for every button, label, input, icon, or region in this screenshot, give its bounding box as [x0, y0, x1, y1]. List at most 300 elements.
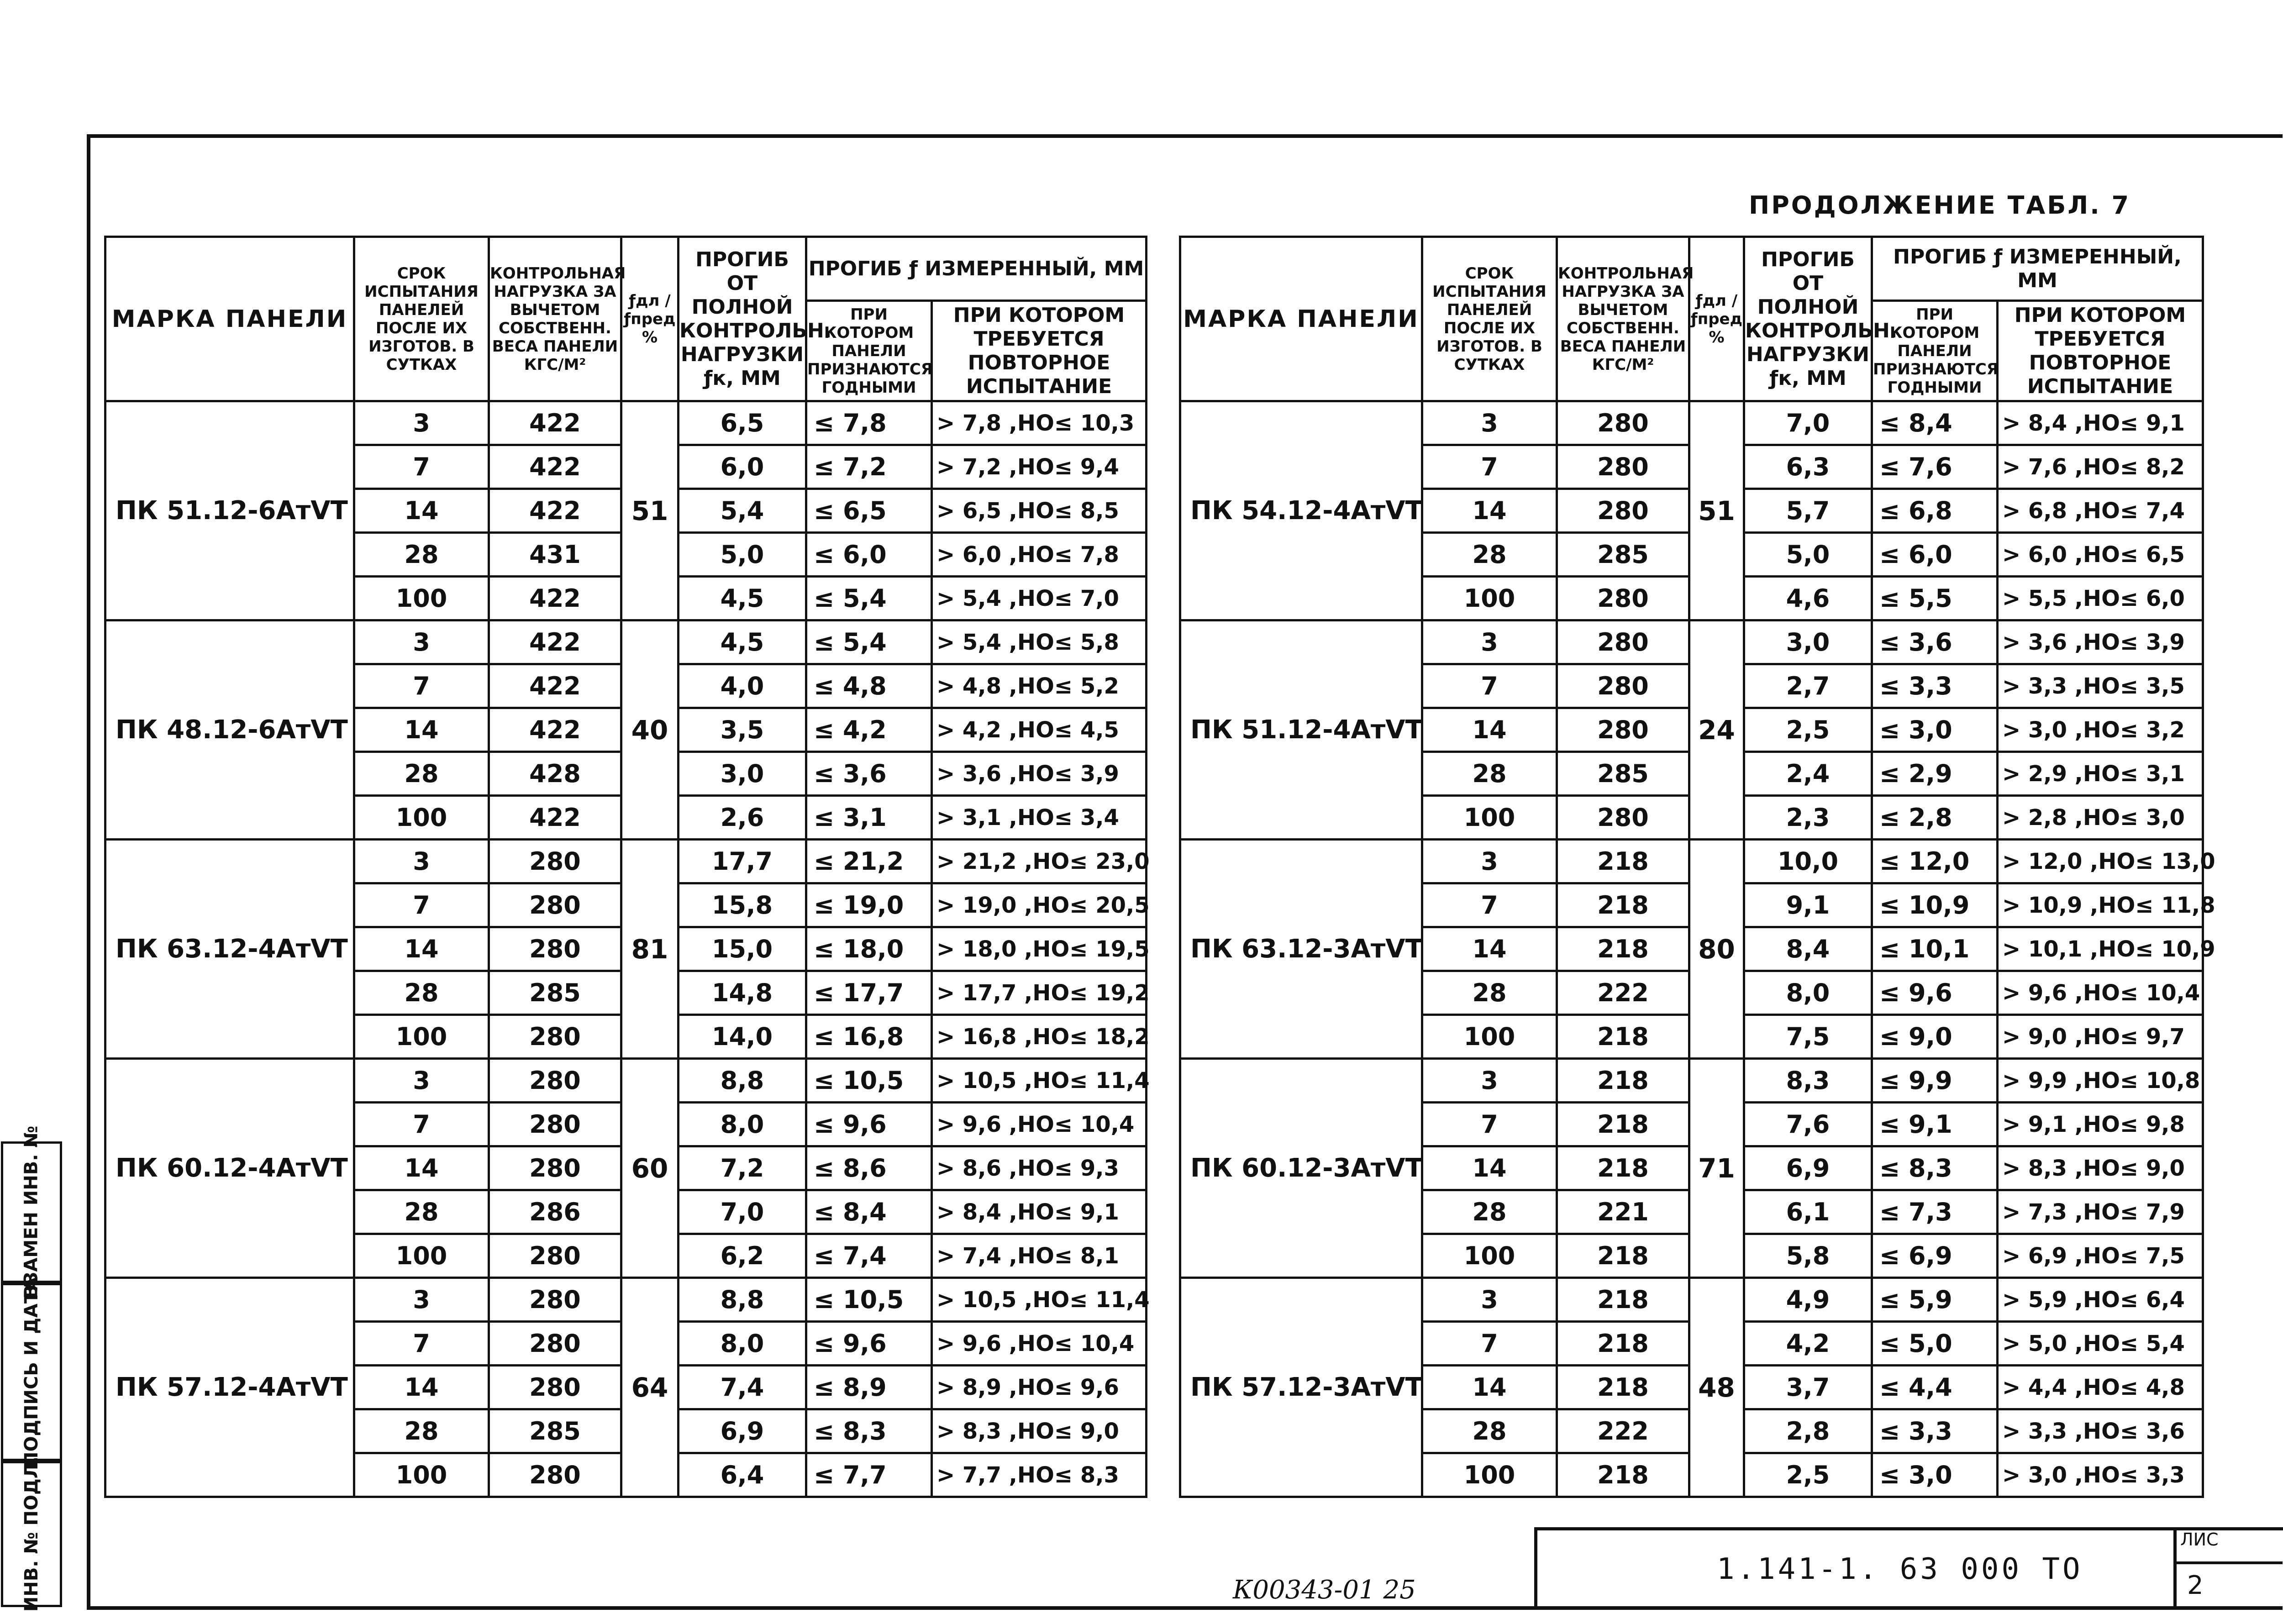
fdl-percent: 40: [621, 620, 679, 840]
deflection-accepted: ≤ 6,5: [806, 489, 932, 533]
deflection-retest: > 9,6 ,НО≤ 10,4: [1998, 971, 2203, 1015]
deflection-full: 6,0: [679, 445, 806, 489]
deflection-accepted: ≤ 10,5: [806, 1278, 932, 1322]
deflection-full: 8,4: [1744, 927, 1872, 971]
deflection-accepted: ≤ 8,9: [806, 1366, 932, 1409]
deflection-full: 4,9: [1744, 1278, 1872, 1322]
test-days: 7: [1422, 664, 1557, 708]
deflection-accepted: ≤ 7,6: [1872, 445, 1998, 489]
deflection-accepted: ≤ 9,1: [1872, 1103, 1998, 1146]
test-days: 7: [354, 1322, 489, 1366]
test-days: 100: [1422, 577, 1557, 620]
deflection-retest: > 18,0 ,НО≤ 19,5: [932, 927, 1147, 971]
deflection-retest: > 16,8 ,НО≤ 18,2: [932, 1015, 1147, 1059]
deflection-accepted: ≤ 4,2: [806, 708, 932, 752]
control-load: 280: [489, 1322, 621, 1366]
control-load: 218: [1557, 1366, 1689, 1409]
test-days: 100: [354, 1453, 489, 1497]
control-load: 280: [1557, 620, 1689, 664]
test-days: 7: [354, 445, 489, 489]
deflection-full: 15,0: [679, 927, 806, 971]
fdl-percent: 60: [621, 1059, 679, 1278]
control-load: 280: [489, 1146, 621, 1190]
test-days: 100: [354, 1234, 489, 1278]
control-load: 280: [1557, 577, 1689, 620]
table-row: [105, 1059, 1147, 1103]
control-load: 280: [489, 1278, 621, 1322]
deflection-retest: > 3,6 ,НО≤ 3,9: [932, 752, 1147, 796]
control-load: 280: [1557, 401, 1689, 445]
deflection-accepted: ≤ 10,9: [1872, 883, 1998, 927]
deflection-accepted: ≤ 3,0: [1872, 1453, 1998, 1497]
deflection-accepted: ≤ 2,8: [1872, 796, 1998, 840]
frame-top-line: [87, 134, 2283, 138]
test-days: 28: [1422, 533, 1557, 577]
header-mark: МАРКА ПАНЕЛИ: [105, 237, 354, 401]
deflection-accepted: ≤ 8,4: [806, 1190, 932, 1234]
test-days: 28: [1422, 1190, 1557, 1234]
deflection-full: 6,4: [679, 1453, 806, 1497]
control-load: 285: [1557, 533, 1689, 577]
test-days: 28: [354, 1409, 489, 1453]
deflection-retest: > 7,8 ,НО≤ 10,3: [932, 401, 1147, 445]
deflection-full: 7,2: [679, 1146, 806, 1190]
deflection-full: 2,5: [1744, 1453, 1872, 1497]
deflection-retest: > 17,7 ,НО≤ 19,2: [932, 971, 1147, 1015]
control-load: 280: [489, 840, 621, 883]
control-load: 280: [489, 1453, 621, 1497]
test-days: 14: [354, 927, 489, 971]
test-days: 7: [1422, 883, 1557, 927]
header-progib-full: ПРОГИБ ОТ ПОЛНОЙ КОНТРОЛЬН. НАГРУЗКИ ƒк, ММ: [1744, 237, 1872, 401]
control-load: 428: [489, 752, 621, 796]
test-days: 100: [1422, 1234, 1557, 1278]
panel-mark: ПК 63.12-4АтⅤТ: [105, 840, 354, 1059]
deflection-accepted: ≤ 3,3: [1872, 1409, 1998, 1453]
control-load: 280: [489, 1234, 621, 1278]
test-days: 3: [354, 1059, 489, 1103]
test-days: 28: [354, 752, 489, 796]
deflection-full: 6,1: [1744, 1190, 1872, 1234]
deflection-retest: > 6,0 ,НО≤ 6,5: [1998, 533, 2203, 577]
test-days: 3: [1422, 1278, 1557, 1322]
deflection-retest: > 5,9 ,НО≤ 6,4: [1998, 1278, 2203, 1322]
deflection-retest: > 12,0 ,НО≤ 13,0: [1998, 840, 2203, 883]
control-load: 286: [489, 1190, 621, 1234]
control-load: 422: [489, 577, 621, 620]
deflection-retest: > 4,2 ,НО≤ 4,5: [932, 708, 1147, 752]
test-days: 28: [1422, 752, 1557, 796]
deflection-retest: > 7,4 ,НО≤ 8,1: [932, 1234, 1147, 1278]
deflection-accepted: ≤ 4,8: [806, 664, 932, 708]
deflection-full: 6,2: [679, 1234, 806, 1278]
deflection-full: 4,5: [679, 620, 806, 664]
table-row: [1180, 1059, 2203, 1103]
deflection-full: 4,5: [679, 577, 806, 620]
deflection-retest: > 7,7 ,НО≤ 8,3: [932, 1453, 1147, 1497]
deflection-full: 6,9: [1744, 1146, 1872, 1190]
test-days: 14: [1422, 489, 1557, 533]
deflection-retest: > 3,3 ,НО≤ 3,5: [1998, 664, 2203, 708]
deflection-accepted: ≤ 6,9: [1872, 1234, 1998, 1278]
control-load: 431: [489, 533, 621, 577]
deflection-full: 3,7: [1744, 1366, 1872, 1409]
deflection-accepted: ≤ 17,7: [806, 971, 932, 1015]
deflection-accepted: ≤ 9,6: [806, 1103, 932, 1146]
deflection-accepted: ≤ 8,4: [1872, 401, 1998, 445]
test-days: 7: [1422, 445, 1557, 489]
header-accepted: ПРИ КОТОРОМ ПАНЕЛИ ПРИЗНАЮТСЯ ГОДНЫМИ: [806, 301, 932, 401]
panel-mark: ПК 48.12-6АтⅤТ: [105, 620, 354, 840]
deflection-accepted: ≤ 9,6: [806, 1322, 932, 1366]
margin-vzam-text: ВЗАМЕН ИНВ. №: [21, 1125, 42, 1299]
control-load: 218: [1557, 883, 1689, 927]
deflection-accepted: ≤ 6,0: [1872, 533, 1998, 577]
deflection-accepted: ≤ 7,2: [806, 445, 932, 489]
deflection-accepted: ≤ 7,4: [806, 1234, 932, 1278]
control-load: 222: [1557, 971, 1689, 1015]
sheet-box-divider: [2173, 1561, 2283, 1564]
sheet-number: 2: [2187, 1571, 2204, 1600]
deflection-retest: > 3,0 ,НО≤ 3,2: [1998, 708, 2203, 752]
deflection-accepted: ≤ 7,8: [806, 401, 932, 445]
control-load: 285: [1557, 752, 1689, 796]
deflection-retest: > 19,0 ,НО≤ 20,5: [932, 883, 1147, 927]
deflection-accepted: ≤ 5,4: [806, 620, 932, 664]
deflection-retest: > 9,6 ,НО≤ 10,4: [932, 1103, 1147, 1146]
deflection-retest: > 9,9 ,НО≤ 10,8: [1998, 1059, 2203, 1103]
panel-mark: ПК 51.12-6АтⅤТ: [105, 401, 354, 620]
control-load: 280: [1557, 796, 1689, 840]
table-row: [1180, 620, 2203, 664]
deflection-full: 3,5: [679, 708, 806, 752]
table-row: [105, 620, 1147, 664]
deflection-full: 4,0: [679, 664, 806, 708]
test-days: 3: [354, 620, 489, 664]
deflection-retest: > 9,0 ,НО≤ 9,7: [1998, 1015, 2203, 1059]
control-load: 422: [489, 620, 621, 664]
control-load: 280: [489, 1015, 621, 1059]
deflection-retest: > 8,3 ,НО≤ 9,0: [1998, 1146, 2203, 1190]
test-days: 3: [1422, 401, 1557, 445]
deflection-full: 14,8: [679, 971, 806, 1015]
test-days: 100: [354, 577, 489, 620]
deflection-accepted: ≤ 6,8: [1872, 489, 1998, 533]
fdl-percent: 24: [1689, 620, 1744, 840]
deflection-accepted: ≤ 3,0: [1872, 708, 1998, 752]
deflection-full: 5,7: [1744, 489, 1872, 533]
test-days: 14: [354, 1146, 489, 1190]
deflection-full: 8,0: [1744, 971, 1872, 1015]
control-load: 422: [489, 489, 621, 533]
control-load: 218: [1557, 1453, 1689, 1497]
deflection-retest: > 8,4 ,НО≤ 9,1: [1998, 401, 2203, 445]
deflection-full: 8,3: [1744, 1059, 1872, 1103]
test-days: 100: [1422, 1453, 1557, 1497]
test-days: 14: [354, 1366, 489, 1409]
deflection-full: 9,1: [1744, 883, 1872, 927]
deflection-accepted: ≤ 10,1: [1872, 927, 1998, 971]
table-row: [1180, 1278, 2203, 1322]
header-progib-measured: ПРОГИБ ƒ ИЗМЕРЕННЫЙ, ММ: [1872, 237, 2203, 301]
deflection-accepted: ≤ 10,5: [806, 1059, 932, 1103]
test-days: 7: [1422, 1322, 1557, 1366]
deflection-accepted: ≤ 7,7: [806, 1453, 932, 1497]
test-days: 14: [354, 708, 489, 752]
deflection-retest: > 5,4 ,НО≤ 7,0: [932, 577, 1147, 620]
deflection-accepted: ≤ 6,0: [806, 533, 932, 577]
deflection-accepted: ≤ 9,0: [1872, 1015, 1998, 1059]
table-row: [105, 1278, 1147, 1322]
test-days: 28: [1422, 1409, 1557, 1453]
deflection-accepted: ≤ 18,0: [806, 927, 932, 971]
deflection-retest: > 3,0 ,НО≤ 3,3: [1998, 1453, 2203, 1497]
control-load: 218: [1557, 1146, 1689, 1190]
fdl-percent: 48: [1689, 1278, 1744, 1497]
right-table: [1179, 236, 2215, 1498]
deflection-retest: > 3,6 ,НО≤ 3,9: [1998, 620, 2203, 664]
test-days: 28: [354, 533, 489, 577]
deflection-retest: > 6,5 ,НО≤ 8,5: [932, 489, 1147, 533]
deflection-full: 6,3: [1744, 445, 1872, 489]
deflection-full: 2,8: [1744, 1409, 1872, 1453]
table-row: [1180, 401, 2203, 445]
deflection-retest: > 3,3 ,НО≤ 3,6: [1998, 1409, 2203, 1453]
deflection-full: 5,4: [679, 489, 806, 533]
test-days: 7: [354, 664, 489, 708]
deflection-full: 4,2: [1744, 1322, 1872, 1366]
header-retest: ПРИ КОТОРОМ ТРЕБУЕТСЯ ПОВТОРНОЕ ИСПЫТАНИЕ: [932, 301, 1147, 401]
deflection-full: 15,8: [679, 883, 806, 927]
deflection-retest: > 10,1 ,НО≤ 10,9: [1998, 927, 2203, 971]
deflection-full: 7,6: [1744, 1103, 1872, 1146]
deflection-accepted: ≤ 8,3: [806, 1409, 932, 1453]
handwritten-note: К00343-01 25: [1233, 1575, 1416, 1605]
deflection-accepted: ≤ 21,2: [806, 840, 932, 883]
header-progib-measured: ПРОГИБ ƒ ИЗМЕРЕННЫЙ, ММ: [806, 237, 1147, 301]
fdl-percent: 81: [621, 840, 679, 1059]
control-load: 280: [489, 1103, 621, 1146]
deflection-full: 8,8: [679, 1278, 806, 1322]
deflection-accepted: ≤ 7,3: [1872, 1190, 1998, 1234]
fdl-percent: 80: [1689, 840, 1744, 1059]
document-code: 1.141-1. 63 000 ТО: [1717, 1552, 2083, 1586]
test-days: 3: [1422, 1059, 1557, 1103]
header-progib-full: ПРОГИБ ОТ ПОЛНОЙ КОНТРОЛЬН. НАГРУЗКИ ƒк, ММ: [679, 237, 806, 401]
deflection-full: 7,4: [679, 1366, 806, 1409]
fdl-percent: 51: [1689, 401, 1744, 620]
fdl-percent: 64: [621, 1278, 679, 1497]
test-days: 100: [354, 1015, 489, 1059]
deflection-accepted: ≤ 5,9: [1872, 1278, 1998, 1322]
test-days: 3: [354, 840, 489, 883]
control-load: 218: [1557, 840, 1689, 883]
test-days: 100: [1422, 796, 1557, 840]
deflection-full: 3,0: [1744, 620, 1872, 664]
deflection-retest: > 5,5 ,НО≤ 6,0: [1998, 577, 2203, 620]
test-days: 3: [1422, 840, 1557, 883]
control-load: 422: [489, 708, 621, 752]
deflection-full: 14,0: [679, 1015, 806, 1059]
deflection-retest: > 8,3 ,НО≤ 9,0: [932, 1409, 1147, 1453]
control-load: 280: [489, 883, 621, 927]
test-days: 100: [1422, 1015, 1557, 1059]
test-days: 14: [354, 489, 489, 533]
control-load: 422: [489, 401, 621, 445]
control-load: 218: [1557, 1322, 1689, 1366]
deflection-retest: > 8,6 ,НО≤ 9,3: [932, 1146, 1147, 1190]
sheet-label: ЛИС: [2180, 1529, 2219, 1550]
control-load: 285: [489, 1409, 621, 1453]
panel-mark: ПК 51.12-4АтⅤТ: [1180, 620, 1422, 840]
deflection-retest: > 7,2 ,НО≤ 9,4: [932, 445, 1147, 489]
margin-sign-text: ПОДПИСЬ И ДАТА: [21, 1277, 42, 1467]
deflection-retest: > 5,4 ,НО≤ 5,8: [932, 620, 1147, 664]
deflection-retest: > 10,9 ,НО≤ 11,8: [1998, 883, 2203, 927]
deflection-accepted: ≤ 5,4: [806, 577, 932, 620]
control-load: 280: [1557, 664, 1689, 708]
header-load: КОНТРОЛЬНАЯ НАГРУЗКА ЗА ВЫЧЕТОМ СОБСТВЕНН. ВЕСА ПАНЕЛИ КГС/М²: [1557, 237, 1689, 401]
deflection-retest: > 2,8 ,НО≤ 3,0: [1998, 796, 2203, 840]
control-load: 422: [489, 664, 621, 708]
header-load: КОНТРОЛЬНАЯ НАГРУЗКА ЗА ВЫЧЕТОМ СОБСТВЕНН. ВЕСА ПАНЕЛИ КГС/М²: [489, 237, 621, 401]
header-fdl: ƒдл / ƒпред %: [1689, 237, 1744, 401]
deflection-accepted: ≤ 9,9: [1872, 1059, 1998, 1103]
frame-left-line: [87, 134, 90, 1610]
header-srok: СРОК ИСПЫТАНИЯ ПАНЕЛЕЙ ПОСЛЕ ИХ ИЗГОТОВ. В СУТКАХ: [1422, 237, 1557, 401]
panel-mark: ПК 57.12-4АтⅤТ: [105, 1278, 354, 1497]
test-days: 28: [1422, 971, 1557, 1015]
control-load: 218: [1557, 1234, 1689, 1278]
deflection-accepted: ≤ 8,3: [1872, 1146, 1998, 1190]
control-load: 280: [1557, 708, 1689, 752]
panel-mark: ПК 57.12-3АтⅤТ: [1180, 1278, 1422, 1497]
panel-mark: ПК 63.12-3АтⅤТ: [1180, 840, 1422, 1059]
deflection-full: 10,0: [1744, 840, 1872, 883]
header-srok: СРОК ИСПЫТАНИЯ ПАНЕЛЕЙ ПОСЛЕ ИХ ИЗГОТОВ. В СУТКАХ: [354, 237, 489, 401]
test-days: 3: [1422, 620, 1557, 664]
deflection-full: 6,9: [679, 1409, 806, 1453]
deflection-accepted: ≤ 8,6: [806, 1146, 932, 1190]
fdl-percent: 51: [621, 401, 679, 620]
deflection-full: 5,0: [679, 533, 806, 577]
panel-mark: ПК 54.12-4АтⅤТ: [1180, 401, 1422, 620]
control-load: 218: [1557, 1059, 1689, 1103]
control-load: 422: [489, 445, 621, 489]
header-mark: МАРКА ПАНЕЛИ: [1180, 237, 1422, 401]
header-accepted: ПРИ КОТОРОМ ПАНЕЛИ ПРИЗНАЮТСЯ ГОДНЫМИ: [1872, 301, 1998, 401]
deflection-retest: > 21,2 ,НО≤ 23,0: [932, 840, 1147, 883]
deflection-full: 8,0: [679, 1103, 806, 1146]
deflection-retest: > 8,9 ,НО≤ 9,6: [932, 1366, 1147, 1409]
header-retest: ПРИ КОТОРОМ ТРЕБУЕТСЯ ПОВТОРНОЕ ИСПЫТАНИЕ: [1998, 301, 2203, 401]
test-days: 14: [1422, 1146, 1557, 1190]
deflection-accepted: ≤ 5,0: [1872, 1322, 1998, 1366]
panel-mark: ПК 60.12-3АтⅤТ: [1180, 1059, 1422, 1278]
deflection-full: 5,0: [1744, 533, 1872, 577]
deflection-full: 5,8: [1744, 1234, 1872, 1278]
header-fdl: ƒдл / ƒпред %: [621, 237, 679, 401]
deflection-full: 2,5: [1744, 708, 1872, 752]
deflection-retest: > 2,9 ,НО≤ 3,1: [1998, 752, 2203, 796]
deflection-full: 7,5: [1744, 1015, 1872, 1059]
control-load: 285: [489, 971, 621, 1015]
deflection-retest: > 5,0 ,НО≤ 5,4: [1998, 1322, 2203, 1366]
deflection-full: 2,3: [1744, 796, 1872, 840]
deflection-accepted: ≤ 16,8: [806, 1015, 932, 1059]
control-load: 221: [1557, 1190, 1689, 1234]
control-load: 218: [1557, 1103, 1689, 1146]
control-load: 280: [489, 1366, 621, 1409]
deflection-full: 8,8: [679, 1059, 806, 1103]
deflection-accepted: ≤ 3,6: [1872, 620, 1998, 664]
deflection-accepted: ≤ 5,5: [1872, 577, 1998, 620]
deflection-full: 2,6: [679, 796, 806, 840]
deflection-retest: > 7,6 ,НО≤ 8,2: [1998, 445, 2203, 489]
deflection-accepted: ≤ 2,9: [1872, 752, 1998, 796]
test-days: 28: [354, 971, 489, 1015]
deflection-full: 4,6: [1744, 577, 1872, 620]
test-days: 100: [354, 796, 489, 840]
deflection-retest: > 9,6 ,НО≤ 10,4: [932, 1322, 1147, 1366]
control-load: 218: [1557, 1015, 1689, 1059]
deflection-accepted: ≤ 4,4: [1872, 1366, 1998, 1409]
deflection-retest: > 10,5 ,НО≤ 11,4: [932, 1059, 1147, 1103]
margin-box-vzam: [1, 1125, 62, 1299]
test-days: 7: [354, 1103, 489, 1146]
control-load: 218: [1557, 927, 1689, 971]
deflection-retest: > 4,4 ,НО≤ 4,8: [1998, 1366, 2203, 1409]
test-days: 3: [354, 1278, 489, 1322]
margin-inv-text: ИНВ. № ПОДЛ.: [21, 1456, 42, 1612]
deflection-retest: > 7,3 ,НО≤ 7,9: [1998, 1190, 2203, 1234]
control-load: 422: [489, 796, 621, 840]
deflection-full: 8,0: [679, 1322, 806, 1366]
deflection-full: 2,7: [1744, 664, 1872, 708]
test-days: 28: [354, 1190, 489, 1234]
table-row: [1180, 840, 2203, 883]
margin-box-sign: [1, 1277, 62, 1467]
control-load: 280: [1557, 489, 1689, 533]
table-caption: ПРОДОЛЖЕНИЕ ТАБЛ. 7: [1749, 191, 2131, 220]
deflection-full: 7,0: [1744, 401, 1872, 445]
panel-mark: ПК 60.12-4АтⅤТ: [105, 1059, 354, 1278]
control-load: 280: [489, 1059, 621, 1103]
control-load: 280: [1557, 445, 1689, 489]
test-days: 14: [1422, 1366, 1557, 1409]
deflection-retest: > 6,9 ,НО≤ 7,5: [1998, 1234, 2203, 1278]
left-table: [104, 236, 1150, 1498]
test-days: 7: [354, 883, 489, 927]
deflection-accepted: ≤ 3,6: [806, 752, 932, 796]
fdl-percent: 71: [1689, 1059, 1744, 1278]
control-load: 222: [1557, 1409, 1689, 1453]
test-days: 14: [1422, 927, 1557, 971]
test-days: 7: [1422, 1103, 1557, 1146]
table-row: [105, 401, 1147, 445]
deflection-full: 2,4: [1744, 752, 1872, 796]
deflection-retest: > 8,4 ,НО≤ 9,1: [932, 1190, 1147, 1234]
deflection-retest: > 10,5 ,НО≤ 11,4: [932, 1278, 1147, 1322]
deflection-full: 7,0: [679, 1190, 806, 1234]
deflection-full: 6,5: [679, 401, 806, 445]
test-days: 3: [354, 401, 489, 445]
deflection-retest: > 9,1 ,НО≤ 9,8: [1998, 1103, 2203, 1146]
control-load: 280: [489, 927, 621, 971]
deflection-accepted: ≤ 12,0: [1872, 840, 1998, 883]
test-days: 14: [1422, 708, 1557, 752]
deflection-accepted: ≤ 19,0: [806, 883, 932, 927]
